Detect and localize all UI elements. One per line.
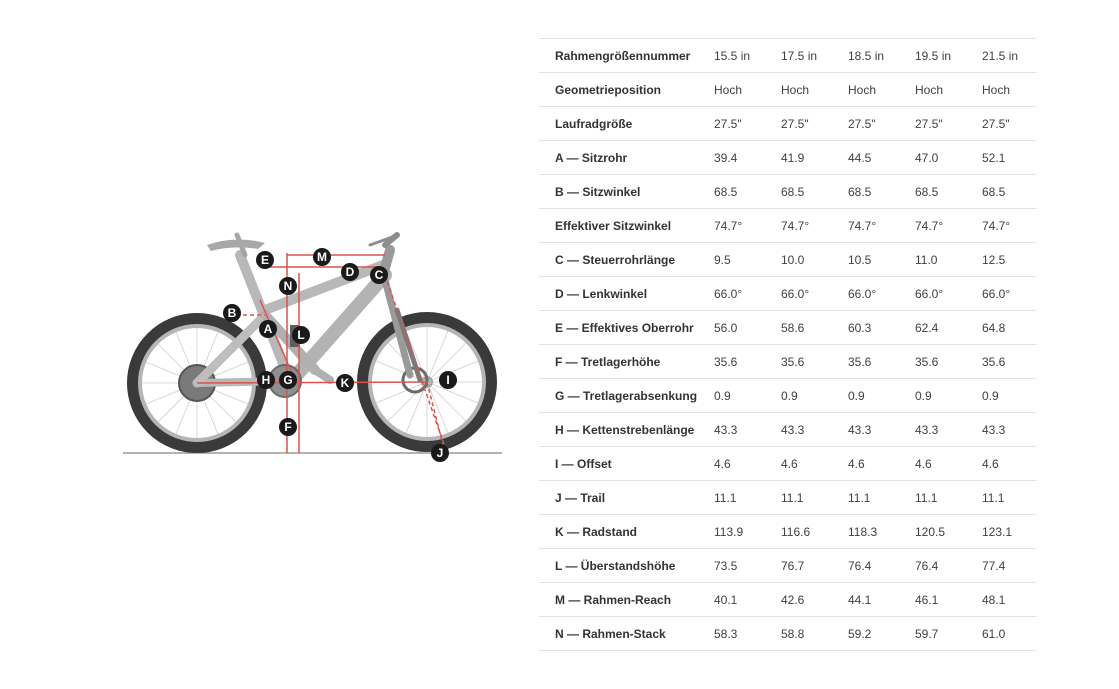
row-value: 0.9 xyxy=(915,379,982,413)
row-value: 76.4 xyxy=(915,549,982,583)
row-value: 43.3 xyxy=(781,413,848,447)
row-label: M — Rahmen-Reach xyxy=(539,583,714,617)
table-row xyxy=(539,345,1036,379)
size-header: 17.5 in xyxy=(781,39,848,73)
row-value: 27.5" xyxy=(915,107,982,141)
row-value: 58.8 xyxy=(781,617,848,651)
row-label: C — Steuerrohrlänge xyxy=(539,243,714,277)
marker-B xyxy=(223,304,241,322)
row-value: 44.5 xyxy=(848,141,915,175)
row-value: 66.0° xyxy=(982,277,1036,311)
row-label: G — Tretlagerabsenkung xyxy=(539,379,714,413)
marker-E xyxy=(256,251,274,269)
row-value: 11.1 xyxy=(982,481,1036,515)
marker-D xyxy=(341,263,359,281)
row-value: 10.5 xyxy=(848,243,915,277)
table-row xyxy=(539,311,1036,345)
row-value: 60.3 xyxy=(848,311,915,345)
row-value: 44.1 xyxy=(848,583,915,617)
row-value: 58.3 xyxy=(714,617,781,651)
table-header-row xyxy=(539,39,1036,73)
marker-K xyxy=(336,374,354,392)
row-value: 68.5 xyxy=(781,175,848,209)
row-value: 43.3 xyxy=(848,413,915,447)
row-value: Hoch xyxy=(982,73,1036,107)
row-value: 11.1 xyxy=(848,481,915,515)
table-row xyxy=(539,107,1036,141)
row-label: H — Kettenstrebenlänge xyxy=(539,413,714,447)
svg-text:D: D xyxy=(345,265,355,279)
size-header: 18.5 in xyxy=(848,39,915,73)
bike-geometry-diagram xyxy=(115,215,510,470)
row-value: 41.9 xyxy=(781,141,848,175)
row-value: 58.6 xyxy=(781,311,848,345)
row-value: 74.7° xyxy=(848,209,915,243)
table-row xyxy=(539,73,1036,107)
row-value: 59.7 xyxy=(915,617,982,651)
row-value: 66.0° xyxy=(915,277,982,311)
row-label: Effektiver Sitzwinkel xyxy=(539,209,714,243)
row-value: 74.7° xyxy=(982,209,1036,243)
row-value: 4.6 xyxy=(915,447,982,481)
row-value: 59.2 xyxy=(848,617,915,651)
marker-M xyxy=(313,248,331,266)
table-row xyxy=(539,141,1036,175)
bike-illustration xyxy=(115,215,510,470)
row-value: 10.0 xyxy=(781,243,848,277)
row-label: E — Effektives Oberrohr xyxy=(539,311,714,345)
marker-C xyxy=(370,266,388,284)
row-value: 47.0 xyxy=(915,141,982,175)
marker-J xyxy=(431,444,449,462)
row-value: 9.5 xyxy=(714,243,781,277)
table-row xyxy=(539,413,1036,447)
row-label: Geometrieposition xyxy=(539,73,714,107)
row-value: Hoch xyxy=(848,73,915,107)
svg-text:A: A xyxy=(263,322,273,336)
row-value: 123.1 xyxy=(982,515,1036,549)
row-value: 74.7° xyxy=(781,209,848,243)
row-value: 27.5" xyxy=(781,107,848,141)
row-value: 4.6 xyxy=(714,447,781,481)
row-value: 76.7 xyxy=(781,549,848,583)
table-row xyxy=(539,447,1036,481)
table-row xyxy=(539,481,1036,515)
row-value: 11.1 xyxy=(781,481,848,515)
row-value: 52.1 xyxy=(982,141,1036,175)
row-value: 68.5 xyxy=(915,175,982,209)
svg-text:K: K xyxy=(340,376,350,390)
svg-text:C: C xyxy=(374,268,384,282)
row-value: 4.6 xyxy=(982,447,1036,481)
row-label: D — Lenkwinkel xyxy=(539,277,714,311)
svg-text:I: I xyxy=(446,373,450,387)
row-value: 74.7° xyxy=(714,209,781,243)
row-value: 35.6 xyxy=(915,345,982,379)
row-value: 43.3 xyxy=(982,413,1036,447)
row-value: 4.6 xyxy=(781,447,848,481)
row-value: 35.6 xyxy=(781,345,848,379)
marker-I xyxy=(439,371,457,389)
row-value: 66.0° xyxy=(714,277,781,311)
svg-text:M: M xyxy=(317,250,327,264)
row-label: L — Überstandshöhe xyxy=(539,549,714,583)
row-label: I — Offset xyxy=(539,447,714,481)
row-value: 39.4 xyxy=(714,141,781,175)
row-value: 0.9 xyxy=(781,379,848,413)
table-row xyxy=(539,583,1036,617)
row-value: 76.4 xyxy=(848,549,915,583)
row-value: 27.5" xyxy=(982,107,1036,141)
row-value: 64.8 xyxy=(982,311,1036,345)
table-row xyxy=(539,243,1036,277)
svg-text:J: J xyxy=(436,446,444,460)
row-value: 11.1 xyxy=(915,481,982,515)
row-value: 35.6 xyxy=(982,345,1036,379)
row-value: 73.5 xyxy=(714,549,781,583)
row-value: 11.1 xyxy=(714,481,781,515)
row-value: 48.1 xyxy=(982,583,1036,617)
row-value: 11.0 xyxy=(915,243,982,277)
size-header: 15.5 in xyxy=(714,39,781,73)
svg-text:G: G xyxy=(283,373,293,387)
row-value: Hoch xyxy=(714,73,781,107)
row-value: 66.0° xyxy=(781,277,848,311)
row-value: 61.0 xyxy=(982,617,1036,651)
marker-G xyxy=(279,371,297,389)
row-value: 66.0° xyxy=(848,277,915,311)
table-row xyxy=(539,175,1036,209)
saddle xyxy=(207,239,265,251)
table-row xyxy=(539,617,1036,651)
row-label: Laufradgröße xyxy=(539,107,714,141)
size-header: 19.5 in xyxy=(915,39,982,73)
row-value: 43.3 xyxy=(915,413,982,447)
row-value: 68.5 xyxy=(714,175,781,209)
marker-F xyxy=(279,418,297,436)
table-row xyxy=(539,277,1036,311)
table-row xyxy=(539,209,1036,243)
svg-text:L: L xyxy=(297,328,305,342)
row-value: 77.4 xyxy=(982,549,1036,583)
row-value: 0.9 xyxy=(714,379,781,413)
row-value: 68.5 xyxy=(982,175,1036,209)
row-value: 43.3 xyxy=(714,413,781,447)
row-value: 4.6 xyxy=(848,447,915,481)
marker-A xyxy=(259,320,277,338)
row-label: F — Tretlagerhöhe xyxy=(539,345,714,379)
row-value: 74.7° xyxy=(915,209,982,243)
row-label: K — Radstand xyxy=(539,515,714,549)
marker-L xyxy=(292,326,310,344)
row-label: B — Sitzwinkel xyxy=(539,175,714,209)
row-label: A — Sitzrohr xyxy=(539,141,714,175)
svg-text:F: F xyxy=(284,420,292,434)
row-label: J — Trail xyxy=(539,481,714,515)
row-value: 42.6 xyxy=(781,583,848,617)
header-label: Rahmengrößennummer xyxy=(539,39,714,73)
svg-text:B: B xyxy=(227,306,237,320)
row-value: 56.0 xyxy=(714,311,781,345)
row-value: 35.6 xyxy=(848,345,915,379)
row-value: 27.5" xyxy=(714,107,781,141)
row-value: 0.9 xyxy=(848,379,915,413)
geometry-table xyxy=(539,38,1036,651)
marker-H xyxy=(257,371,275,389)
table-row xyxy=(539,379,1036,413)
marker-N xyxy=(279,277,297,295)
row-value: 118.3 xyxy=(848,515,915,549)
size-header: 21.5 in xyxy=(982,39,1036,73)
row-value: Hoch xyxy=(915,73,982,107)
row-label: N — Rahmen-Stack xyxy=(539,617,714,651)
row-value: Hoch xyxy=(781,73,848,107)
row-value: 116.6 xyxy=(781,515,848,549)
row-value: 12.5 xyxy=(982,243,1036,277)
row-value: 46.1 xyxy=(915,583,982,617)
table-row xyxy=(539,515,1036,549)
row-value: 40.1 xyxy=(714,583,781,617)
row-value: 62.4 xyxy=(915,311,982,345)
svg-text:H: H xyxy=(261,373,271,387)
row-value: 0.9 xyxy=(982,379,1036,413)
svg-text:N: N xyxy=(283,279,293,293)
row-value: 120.5 xyxy=(915,515,982,549)
table-row xyxy=(539,549,1036,583)
row-value: 68.5 xyxy=(848,175,915,209)
svg-text:E: E xyxy=(260,253,270,267)
row-value: 35.6 xyxy=(714,345,781,379)
row-value: 27.5" xyxy=(848,107,915,141)
row-value: 113.9 xyxy=(714,515,781,549)
